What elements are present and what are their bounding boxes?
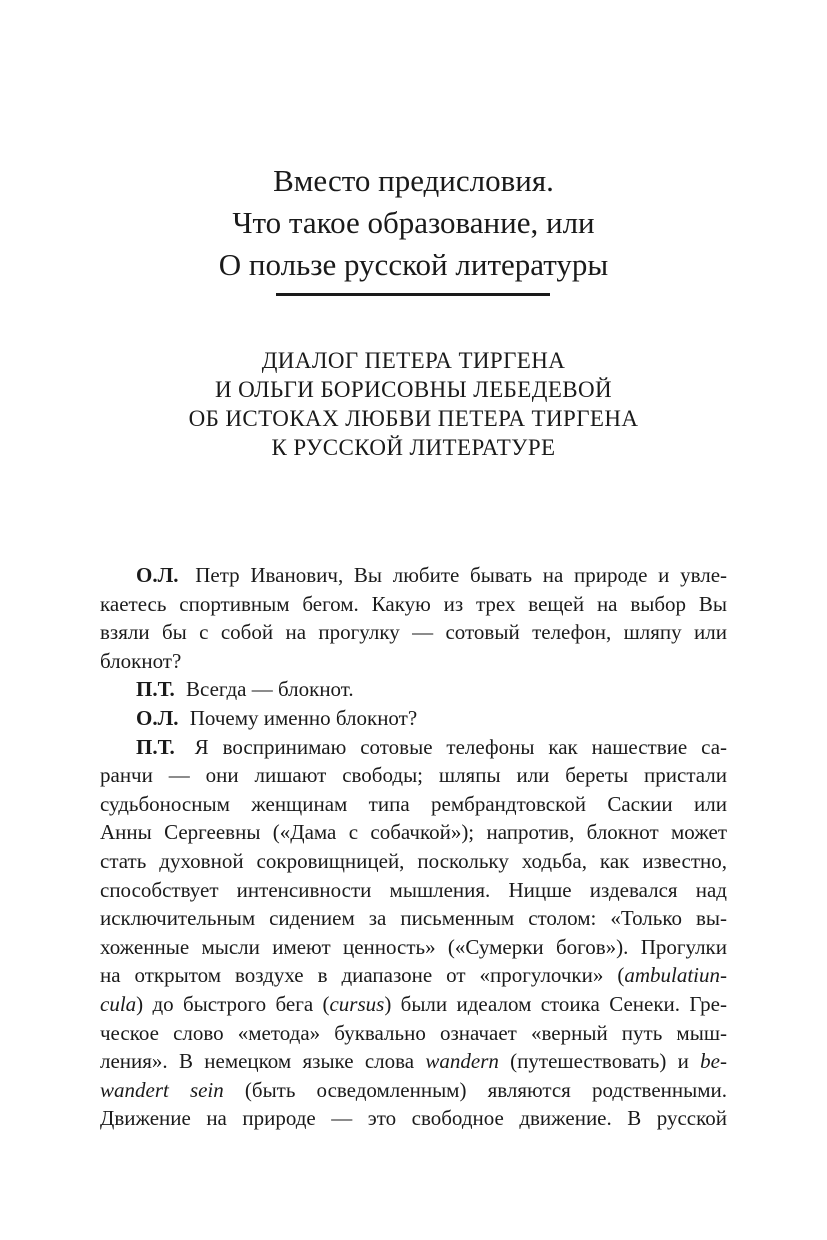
dialogue-line: судьбоносным женщинам типа рембрандтовской Саскии или (100, 791, 727, 816)
dialogue-line: cula) до быстрого бега (cursus) были идеалом стоика Сенеки. Гре- (100, 991, 727, 1016)
dialogue-body (100, 561, 727, 1133)
dialogue-line: Я воспринимаю сотовые телефоны как нашествие са- (194, 734, 727, 759)
dialogue-line: Петр Иванович, Вы любите бывать на природе и увле- (195, 563, 727, 587)
dialogue-line: стать духовной сокровищницей, поскольку ходьба, как известно, (100, 848, 727, 873)
dialogue-paragraph (100, 704, 727, 733)
title-divider (276, 293, 550, 296)
dialogue-line: Анны Сергеевны («Дама с собачкой»); напротив, блокнот может (100, 820, 727, 845)
dialogue-line: исключительным сидением за письменным столом: «Только вы- (100, 906, 727, 931)
dialogue-line: блокнот? (100, 648, 182, 673)
chapter-title (100, 160, 727, 286)
speaker-label: П.Т. (136, 677, 175, 702)
speaker-label: О.Л. (136, 705, 179, 730)
subtitle-line: К РУССКОЙ ЛИТЕРАТУРЕ (271, 435, 556, 460)
dialogue-line: на открытом воздухе в диапазоне от «прогулочки» (ambulatiun- (100, 963, 727, 988)
dialogue-line: Всегда — блокнот. (186, 677, 354, 702)
dialogue-paragraph (100, 561, 727, 675)
chapter-subtitle (100, 346, 727, 462)
subtitle-line: ДИАЛОГ ПЕТЕРА ТИРГЕНА (261, 348, 566, 373)
speaker-label: П.Т. (136, 734, 175, 759)
subtitle-line: И ОЛЬГИ БОРИСОВНЫ ЛЕБЕДЕВОЙ (214, 377, 613, 402)
dialogue-line: взяли бы с собой на прогулку — сотовый телефон, шляпу или (100, 620, 727, 645)
dialogue-line: wandert sein (быть осведомленным) являются родственными. (100, 1077, 727, 1102)
chapter-title-line: О пользе русской литературы (218, 247, 609, 282)
dialogue-line: ранчи — они лишают свободы; шляпы или береты пристали (100, 763, 727, 788)
dialogue-line: способствует интенсивности мышления. Ницше издевался над (100, 877, 727, 902)
dialogue-line: хоженные мысли имеют ценность» («Сумерки богов»). Прогулки (100, 934, 727, 959)
dialogue-paragraph (100, 733, 727, 1133)
dialogue-paragraph (100, 675, 727, 704)
subtitle-line: ОБ ИСТОКАХ ЛЮБВИ ПЕТЕРА ТИРГЕНА (188, 406, 639, 431)
speaker-label: О.Л. (136, 563, 179, 587)
dialogue-line: Почему именно блокнот? (189, 705, 418, 730)
dialogue-line: каетесь спортивным бегом. Какую из трех вещей на выбор Вы (100, 591, 727, 616)
dialogue-line: Движение на природе — это свободное движение. В русской (100, 1106, 727, 1131)
dialogue-line: ления». В немецком языке слова wandern (путешествовать) и be- (100, 1049, 727, 1074)
chapter-title-line: Что такое образование, или (232, 205, 595, 240)
chapter-title-line: Вместо предисловия. (273, 163, 554, 198)
dialogue-line: ческое слово «метода» буквально означает «верный путь мыш- (100, 1020, 727, 1045)
